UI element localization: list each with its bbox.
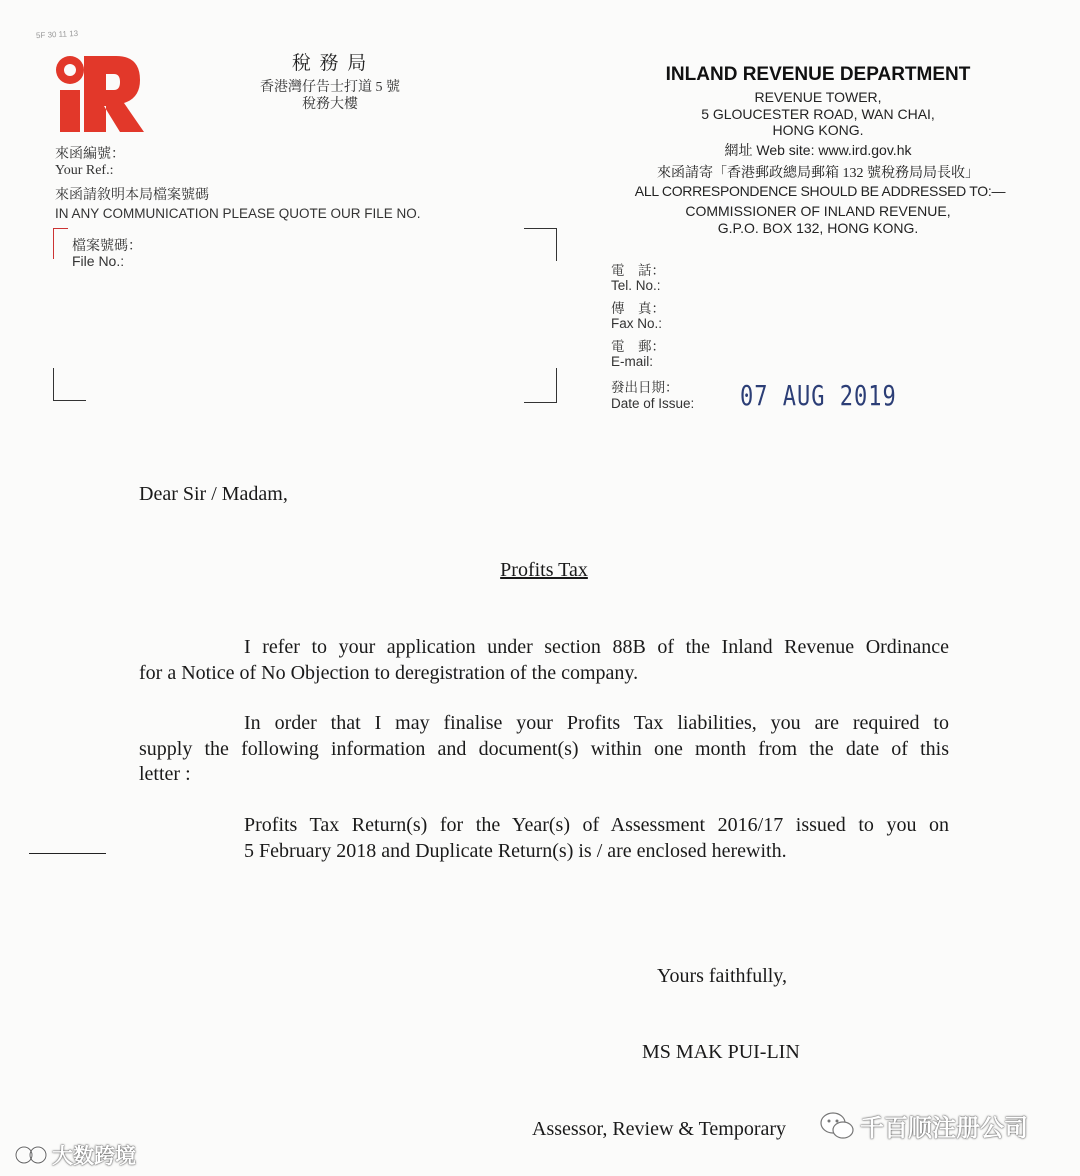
corner-scribble: 5F 30 11 13 (35, 28, 79, 41)
correspondence-en: ALL CORRESPONDENCE SHOULD BE ADDRESSED TO:— (634, 183, 1006, 199)
paragraph-2 (139, 711, 949, 788)
paragraph-3-line-1: Profits Tax Return(s) for the Year(s) of Assessment 2016/17 issued to you on (244, 814, 949, 836)
tel-label-zh: 電 話： (611, 263, 665, 278)
dept-address-line1: REVENUE TOWER, (754, 89, 882, 105)
paragraph-1-line-1: I refer to your application under section 88B of the Inland Revenue Ordinance (244, 636, 949, 658)
wechat-icon (818, 1110, 856, 1142)
paragraph-3 (244, 813, 949, 864)
paragraph-3-line-2: 5 February 2018 and Duplicate Return(s) is / are enclosed herewith. (244, 839, 787, 862)
watermark-text-right: 千百顺注册公司 (860, 1114, 1028, 1142)
dept-name-en: INLAND REVENUE DEPARTMENT (665, 64, 971, 85)
signatory-title: Assessor, Review & Temporary (532, 1118, 787, 1140)
watermark-logo-icon (14, 1142, 48, 1168)
ird-logo-icon (54, 52, 144, 134)
paragraph-1-line-2: for a Notice of No Objection to deregistration of the company. (139, 661, 639, 684)
tel-label-en: Tel. No.: (611, 278, 661, 293)
file-no-en: File No.: (72, 253, 125, 269)
window-corner-bl (53, 368, 86, 401)
dept-website: 網址 Web site: www.ird.gov.hk (724, 142, 912, 158)
dept-name-zh: 稅 務 局 (291, 53, 369, 74)
email-label-zh: 電 郵： (611, 339, 665, 354)
watermark-text-left: 大数跨境 (52, 1144, 136, 1168)
fold-mark (29, 853, 106, 854)
salutation: Dear Sir / Madam, (139, 483, 288, 505)
your-ref-en: Your Ref.: (55, 163, 114, 178)
window-corner-tl (53, 228, 68, 259)
quote-file-zh: 來函請敘明本局檔案號碼 (55, 188, 209, 203)
paragraph-2-line-2: supply the following information and document(s) within one month from the date of this (139, 737, 949, 760)
date-of-issue-stamp: 07 AUG 2019 (740, 381, 897, 413)
file-no-zh: 檔案號碼： (72, 239, 142, 254)
dept-address-zh-2: 稅務大樓 (302, 97, 358, 112)
paragraph-2-line-3: letter : (139, 763, 191, 785)
dept-address-zh-1: 香港灣仔告士打道 5 號 (260, 80, 400, 95)
paragraph-1 (139, 635, 949, 686)
signatory-name: MS MAK PUI-LIN (642, 1041, 800, 1063)
watermark-bottom-left (14, 1140, 136, 1170)
correspondence-zh: 來函請寄「香港郵政總局郵箱 132 號稅務局局長收」 (657, 166, 979, 181)
fax-label-zh: 傳 真： (611, 301, 665, 316)
subject-heading: Profits Tax (500, 559, 588, 581)
date-label-zh: 發出日期： (611, 380, 679, 395)
window-corner-tr (524, 228, 557, 261)
dept-address-line2: 5 GLOUCESTER ROAD, WAN CHAI, (701, 106, 935, 122)
ird-logo (54, 52, 144, 134)
date-label-en: Date of Issue: (611, 396, 695, 411)
commissioner-line: COMMISSIONER OF INLAND REVENUE, (685, 203, 951, 219)
quote-file-en: IN ANY COMMUNICATION PLEASE QUOTE OUR FILE NO. (55, 206, 421, 221)
po-box-line: G.P.O. BOX 132, HONG KONG. (717, 220, 919, 236)
email-label-en: E-mail: (611, 354, 654, 369)
window-corner-br (524, 368, 557, 403)
paragraph-2-line-1: In order that I may finalise your Profits Tax liabilities, you are required to (244, 712, 949, 734)
fax-label-en: Fax No.: (611, 316, 663, 331)
dept-address-line3: HONG KONG. (772, 122, 864, 138)
closing: Yours faithfully, (657, 965, 788, 987)
your-ref-zh: 來函編號： (55, 147, 125, 162)
watermark-bottom-right (818, 1108, 1028, 1143)
